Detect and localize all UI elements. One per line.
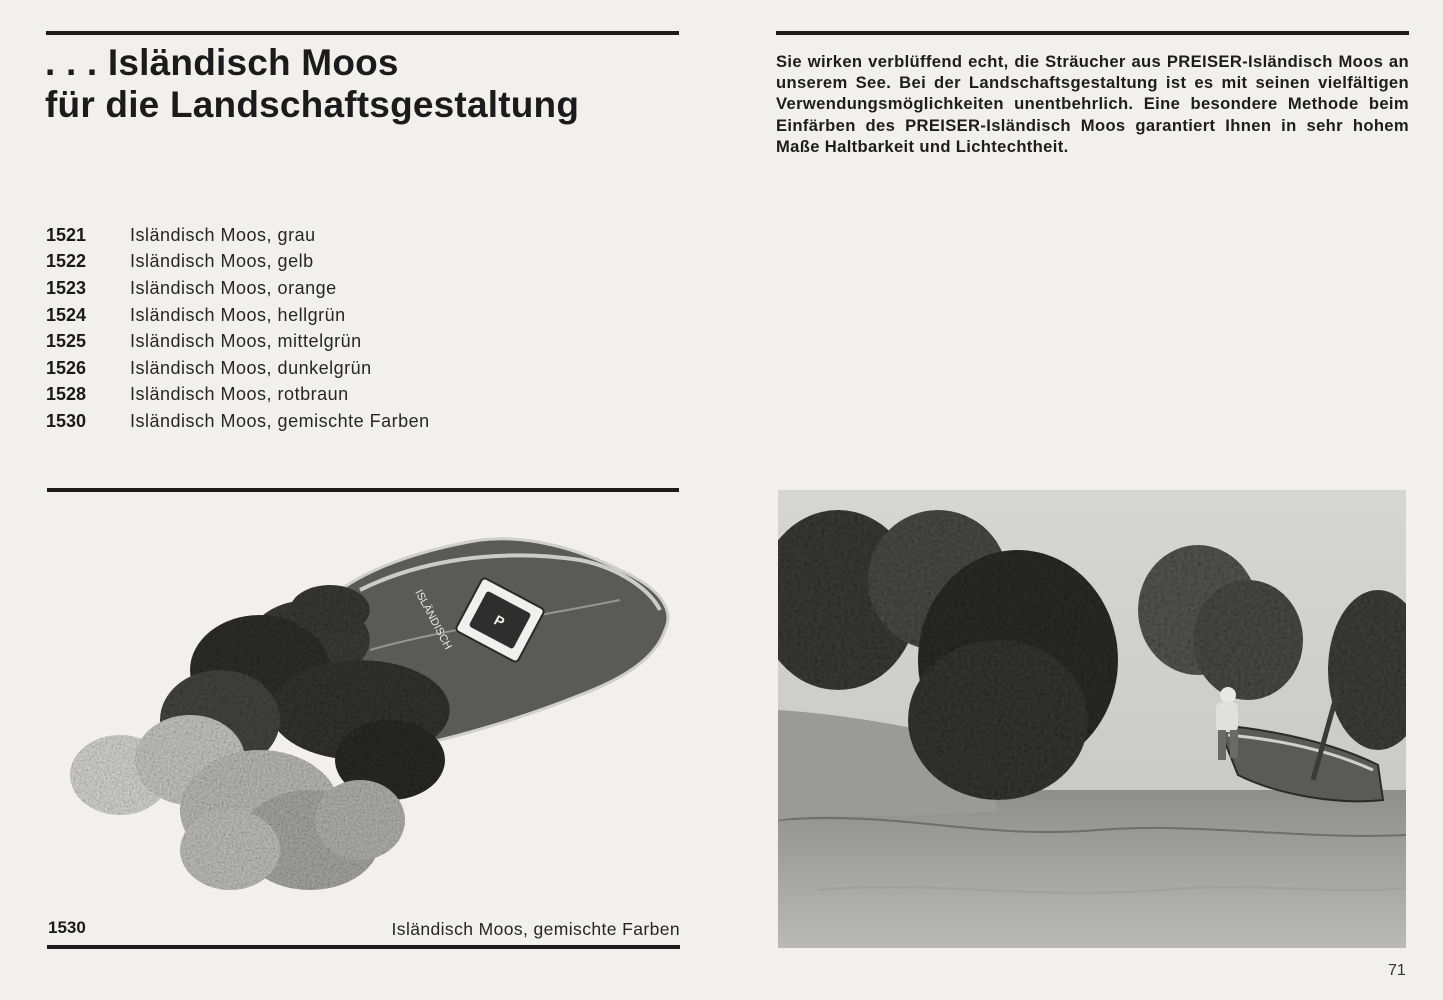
product-list <box>46 222 646 435</box>
heading-line-2: für die Landschaftsgestaltung <box>45 84 580 125</box>
product-description: Isländisch Moos, hellgrün <box>130 304 346 325</box>
product-number: 1524 <box>46 304 87 325</box>
page-number: 71 <box>1388 962 1406 979</box>
product-number: 1522 <box>46 251 87 272</box>
caption-text: Isländisch Moos, gemischte Farben <box>391 919 680 939</box>
product-description: Isländisch Moos, gelb <box>130 251 314 272</box>
product-row <box>46 249 646 276</box>
product-number: 1528 <box>46 384 87 405</box>
caption-number: 1530 <box>48 918 86 937</box>
product-number: 1525 <box>46 331 87 352</box>
diorama-photo <box>778 490 1406 948</box>
product-description: Isländisch Moos, gemischte Farben <box>130 410 430 431</box>
rule-top-right <box>776 31 1409 35</box>
product-description: Isländisch Moos, mittelgrün <box>130 331 362 352</box>
bag-label-text: ISLÄNDISCH <box>412 587 454 652</box>
rule-bottom-left <box>47 945 680 949</box>
product-row <box>46 328 646 355</box>
product-description: Isländisch Moos, orange <box>130 277 337 298</box>
product-row <box>46 382 646 409</box>
product-row <box>46 408 646 435</box>
product-row <box>46 222 646 249</box>
svg-text:P: P <box>491 611 508 631</box>
product-number: 1521 <box>46 224 87 245</box>
product-row <box>46 275 646 302</box>
intro-paragraph: Sie wirken verblüffend echt, die Sträucher aus PREISER-Isländisch Moos an unserem See. Bei der Landschaftsgestaltung ist es mit seinen vielfältigen Verwendungsmöglichkeiten unentbehrlich. Eine besondere Methode beim Einfärben des PREISER-Isländisch Moos garantiert Ihnen in sehr hohem Maße Haltbarkeit und Lichtechtheit. <box>776 52 1409 156</box>
product-number: 1530 <box>46 410 87 431</box>
product-description: Isländisch Moos, rotbraun <box>130 384 349 405</box>
rule-mid-left <box>47 488 679 492</box>
product-row <box>46 355 646 382</box>
product-number: 1526 <box>46 357 87 378</box>
moss-bag-photo <box>60 530 680 900</box>
rule-top-left <box>46 31 679 35</box>
product-number: 1523 <box>46 277 87 298</box>
product-description: Isländisch Moos, grau <box>130 224 316 245</box>
page-heading <box>45 42 579 126</box>
product-row <box>46 302 646 329</box>
product-description: Isländisch Moos, dunkelgrün <box>130 357 372 378</box>
heading-line-1: . . . Isländisch Moos <box>45 42 399 83</box>
